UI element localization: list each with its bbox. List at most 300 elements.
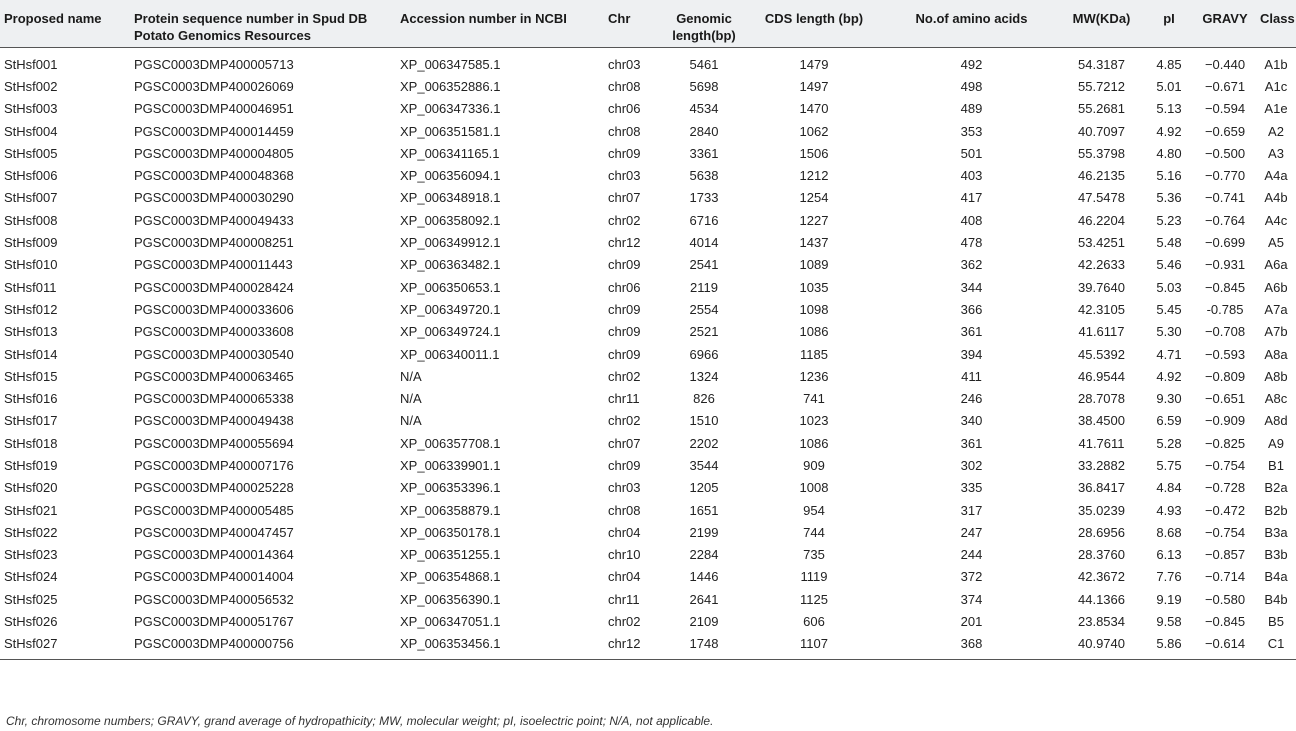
cell-chr: chr12 xyxy=(604,633,664,659)
cell-amino-acids: 489 xyxy=(960,101,983,117)
table-row xyxy=(0,76,1296,98)
cell-cds-length: 1506 xyxy=(799,145,829,161)
cell-class: A7b xyxy=(1264,324,1288,340)
header-gravy: GRAVY xyxy=(1202,11,1248,26)
cell-class: A1c xyxy=(1264,78,1288,94)
cell-accession: XP_006350653.1 xyxy=(400,279,501,295)
cell-proposed-name: StHsf001 xyxy=(4,56,58,72)
cell-genomic-length: 5698 xyxy=(689,78,719,94)
cell-amino-acids: 361 xyxy=(960,324,983,340)
cell-class: A8c xyxy=(1264,391,1288,407)
cell-proposed-name: StHsf020 xyxy=(4,480,58,496)
cell-amino-acids: 498 xyxy=(960,78,983,94)
cell-class: B3a xyxy=(1264,524,1288,540)
cell-cds-length: 1479 xyxy=(799,56,829,72)
cell-gravy: −0.708 xyxy=(1204,324,1246,340)
cell-chr: chr03 xyxy=(608,56,641,72)
cell-mw: 46.2204 xyxy=(1078,212,1125,228)
cell-protein-sequence: PGSC0003DMP400011443 xyxy=(134,257,293,273)
cell-cds-length: 1254 xyxy=(799,190,829,206)
header-genomic-length: Genomic length(bp) xyxy=(672,11,736,43)
cell-protein-sequence: PGSC0003DMP400049433 xyxy=(134,212,294,228)
cell-chr: chr02 xyxy=(608,368,641,384)
cell-mw: 46.2135 xyxy=(1078,168,1125,184)
cell-genomic-length: 6966 xyxy=(689,346,719,362)
cell-proposed-name: StHsf021 xyxy=(4,502,58,518)
cell-pi: 5.48 xyxy=(1156,235,1182,251)
cell-chr: chr04 xyxy=(608,569,641,585)
cell-proposed-name: StHsf008 xyxy=(4,212,58,228)
cell-protein-sequence: PGSC0003DMP400047457 xyxy=(134,524,294,540)
cell-gravy: −0.909 xyxy=(1204,413,1246,429)
cell-proposed-name: StHsf024 xyxy=(4,569,58,585)
cell-amino-acids: 247 xyxy=(960,524,983,540)
cell-gravy: −0.500 xyxy=(1204,145,1246,161)
cell-chr: chr06 xyxy=(608,279,641,295)
cell-amino-acids: 417 xyxy=(960,190,983,206)
cell-protein-sequence: PGSC0003DMP400049438 xyxy=(134,413,294,429)
cell-amino-acids: 246 xyxy=(960,391,983,407)
cell-proposed-name: StHsf015 xyxy=(4,368,58,384)
cell-class: B3b xyxy=(1264,547,1288,563)
cell-class: A4a xyxy=(1264,168,1288,184)
table-row xyxy=(0,566,1296,588)
cell-amino-acids: 374 xyxy=(960,591,983,607)
cell-genomic-length: 1446 xyxy=(689,569,719,585)
cell-proposed-name: StHsf014 xyxy=(4,346,58,362)
cell-proposed-name: StHsf022 xyxy=(4,524,58,540)
cell-genomic-length: 1205 xyxy=(689,480,719,496)
cell-cds-length: 1098 xyxy=(799,301,829,317)
cell-cds-length: 1125 xyxy=(800,591,828,607)
cell-cds-length: 1212 xyxy=(799,168,829,184)
cell-genomic-length: 2521 xyxy=(689,324,719,340)
cell-accession: XP_006348918.1 xyxy=(400,190,501,206)
cell-genomic-length: 3544 xyxy=(689,457,719,473)
cell-cds-length: 1086 xyxy=(799,324,829,340)
cell-class: A8d xyxy=(1264,413,1288,429)
cell-pi: 5.23 xyxy=(1156,212,1182,228)
cell-gravy: −0.857 xyxy=(1204,547,1246,563)
cell-genomic-length: 1748 xyxy=(664,633,744,659)
cell-class: B1 xyxy=(1268,457,1284,473)
table-row xyxy=(0,343,1296,365)
cell-class: B4b xyxy=(1264,591,1288,607)
table-row xyxy=(0,232,1296,254)
cell-genomic-length: 2541 xyxy=(689,257,719,273)
cell-accession: XP_006358879.1 xyxy=(400,502,501,518)
table-row xyxy=(0,120,1296,142)
cell-protein-sequence: PGSC0003DMP400030290 xyxy=(134,190,294,206)
cell-cds-length: 1470 xyxy=(799,101,829,117)
cell-proposed-name: StHsf005 xyxy=(4,145,58,161)
cell-proposed-name: StHsf027 xyxy=(0,633,130,659)
cell-chr: chr09 xyxy=(608,301,641,317)
cell-class: A5 xyxy=(1268,235,1284,251)
cell-amino-acids: 244 xyxy=(960,547,983,563)
cell-cds-length: 1086 xyxy=(799,435,829,451)
cell-chr: chr11 xyxy=(608,591,640,607)
cell-mw: 35.0239 xyxy=(1078,502,1125,518)
cell-mw: 28.6956 xyxy=(1078,524,1125,540)
cell-proposed-name: StHsf018 xyxy=(4,435,58,451)
table-row xyxy=(0,388,1296,410)
cell-chr: chr04 xyxy=(608,524,641,540)
cell-protein-sequence: PGSC0003DMP400030540 xyxy=(134,346,294,362)
table-row xyxy=(0,254,1296,276)
cell-mw: 54.3187 xyxy=(1078,56,1125,72)
cell-proposed-name: StHsf010 xyxy=(4,257,58,273)
table-row xyxy=(0,366,1296,388)
cell-protein-sequence: PGSC0003DMP400056532 xyxy=(134,591,294,607)
cell-genomic-length: 5461 xyxy=(689,56,719,72)
cell-protein-sequence: PGSC0003DMP400051767 xyxy=(134,614,294,630)
table-row xyxy=(0,98,1296,120)
cell-class: A2 xyxy=(1268,123,1284,139)
header-pi: pI xyxy=(1163,11,1175,26)
cell-mw: 39.7640 xyxy=(1078,279,1125,295)
header-class: Class xyxy=(1260,11,1295,26)
cell-cds-length: 1008 xyxy=(799,480,829,496)
cell-gravy: −0.593 xyxy=(1204,346,1246,362)
cell-class: C1 xyxy=(1256,633,1296,659)
cell-cds-length: 909 xyxy=(803,457,825,473)
cell-proposed-name: StHsf026 xyxy=(4,614,58,630)
cell-gravy: −0.699 xyxy=(1204,235,1246,251)
cell-mw: 36.8417 xyxy=(1078,480,1125,496)
cell-chr: chr02 xyxy=(608,413,641,429)
cell-gravy: −0.594 xyxy=(1204,101,1246,117)
cell-accession: XP_006352886.1 xyxy=(400,78,501,94)
cell-class: A1e xyxy=(1264,101,1288,117)
table-footnote: Chr, chromosome numbers; GRAVY, grand average of hydropathicity; MW, molecular weight; pI, isoelectric point; N/A, not applicable. xyxy=(6,714,714,728)
cell-genomic-length: 1324 xyxy=(689,368,719,384)
cell-proposed-name: StHsf009 xyxy=(4,235,58,251)
cell-accession: XP_006339901.1 xyxy=(400,457,501,473)
cell-gravy: −0.754 xyxy=(1204,457,1246,473)
cell-pi: 9.58 xyxy=(1156,614,1182,630)
table-row xyxy=(0,477,1296,499)
cell-genomic-length: 3361 xyxy=(689,145,719,161)
cell-cds-length: 1185 xyxy=(800,346,828,362)
cell-gravy: −0.472 xyxy=(1204,502,1246,518)
cell-chr: chr08 xyxy=(608,502,641,518)
cell-accession: XP_006349724.1 xyxy=(400,324,501,340)
cell-proposed-name: StHsf002 xyxy=(4,78,58,94)
cell-pi: 5.45 xyxy=(1156,301,1182,317)
cell-amino-acids: 478 xyxy=(960,235,983,251)
cell-accession: N/A xyxy=(400,413,422,429)
cell-pi: 9.19 xyxy=(1156,591,1182,607)
cell-gravy: −0.659 xyxy=(1204,123,1246,139)
cell-chr: chr09 xyxy=(608,346,641,362)
header-mw: MW(KDa) xyxy=(1072,11,1131,26)
cell-cds-length: 1089 xyxy=(799,257,829,273)
cell-amino-acids: 366 xyxy=(960,301,983,317)
cell-proposed-name: StHsf004 xyxy=(4,123,58,139)
cell-amino-acids: 372 xyxy=(960,569,983,585)
cell-amino-acids: 302 xyxy=(960,457,983,473)
cell-pi: 5.75 xyxy=(1156,457,1182,473)
header-proposed-name: Proposed name xyxy=(4,11,102,26)
cell-accession: XP_006350178.1 xyxy=(400,524,501,540)
cell-gravy: −0.614 xyxy=(1194,633,1256,659)
cell-genomic-length: 1510 xyxy=(689,413,719,429)
cell-chr: chr09 xyxy=(608,457,641,473)
cell-protein-sequence: PGSC0003DMP400000756 xyxy=(130,633,396,659)
cell-gravy: −0.809 xyxy=(1204,368,1246,384)
cell-gravy: −0.845 xyxy=(1204,279,1246,295)
cell-chr: chr08 xyxy=(608,123,641,139)
cell-class: A9 xyxy=(1268,435,1284,451)
cell-cds-length: 1497 xyxy=(799,78,829,94)
cell-accession: XP_006363482.1 xyxy=(400,257,501,273)
cell-pi: 7.76 xyxy=(1156,569,1182,585)
cell-proposed-name: StHsf003 xyxy=(4,101,58,117)
cell-gravy: −0.770 xyxy=(1204,168,1246,184)
cell-accession: XP_006340011.1 xyxy=(400,346,500,362)
cell-amino-acids: 340 xyxy=(960,413,983,429)
cell-chr: chr03 xyxy=(608,168,641,184)
cell-mw: 40.9740 xyxy=(1059,633,1144,659)
cell-chr: chr09 xyxy=(608,257,641,273)
table-row xyxy=(0,611,1296,633)
cell-mw: 53.4251 xyxy=(1078,235,1125,251)
cell-mw: 33.2882 xyxy=(1078,457,1125,473)
cell-protein-sequence: PGSC0003DMP400033606 xyxy=(134,301,294,317)
header-protein-sequence: Protein sequence number in Spud DB Potato Genomics Resources xyxy=(134,11,368,43)
cell-pi: 4.92 xyxy=(1156,123,1182,139)
cell-genomic-length: 2109 xyxy=(689,614,719,630)
cell-gravy: −0.728 xyxy=(1204,480,1246,496)
cell-chr: chr09 xyxy=(608,324,641,340)
table-row xyxy=(0,47,1296,76)
cell-protein-sequence: PGSC0003DMP400008251 xyxy=(134,235,294,251)
cell-protein-sequence: PGSC0003DMP400055694 xyxy=(134,435,294,451)
cell-class: A7a xyxy=(1264,301,1288,317)
cell-cds-length: 606 xyxy=(803,614,825,630)
cell-gravy: −0.651 xyxy=(1204,391,1246,407)
cell-chr: chr09 xyxy=(608,145,641,161)
cell-protein-sequence: PGSC0003DMP400065338 xyxy=(134,391,294,407)
cell-pi: 5.16 xyxy=(1156,168,1182,184)
cell-pi: 5.36 xyxy=(1156,190,1182,206)
cell-pi: 4.92 xyxy=(1156,368,1182,384)
cell-cds-length: 735 xyxy=(803,547,825,563)
cell-pi: 6.13 xyxy=(1156,547,1182,563)
cell-amino-acids: 501 xyxy=(960,145,983,161)
cell-mw: 41.6117 xyxy=(1078,324,1125,340)
cell-accession: XP_006341165.1 xyxy=(400,145,500,161)
cell-class: A4c xyxy=(1264,212,1288,228)
cell-protein-sequence: PGSC0003DMP400026069 xyxy=(134,78,294,94)
cell-amino-acids: 394 xyxy=(960,346,983,362)
table-row xyxy=(0,589,1296,611)
cell-mw: 55.7212 xyxy=(1078,78,1125,94)
cell-mw: 42.3105 xyxy=(1078,301,1125,317)
cell-mw: 28.7078 xyxy=(1078,391,1125,407)
cell-genomic-length: 2284 xyxy=(689,547,719,563)
cell-accession: XP_006347051.1 xyxy=(400,614,501,630)
table-row xyxy=(0,165,1296,187)
cell-accession: N/A xyxy=(400,391,422,407)
cell-pi: 5.28 xyxy=(1156,435,1182,451)
cell-class: B2a xyxy=(1264,480,1288,496)
cell-proposed-name: StHsf013 xyxy=(4,324,58,340)
cell-amino-acids: 353 xyxy=(960,123,983,139)
cell-protein-sequence: PGSC0003DMP400007176 xyxy=(134,457,294,473)
cell-protein-sequence: PGSC0003DMP400014364 xyxy=(134,547,294,563)
cell-gravy: −0.764 xyxy=(1204,212,1246,228)
cell-genomic-length: 4534 xyxy=(689,101,719,117)
header-cds-length: CDS length (bp) xyxy=(764,11,864,26)
cell-accession: XP_006349720.1 xyxy=(400,301,501,317)
cell-accession: XP_006353396.1 xyxy=(400,480,501,496)
cell-gravy: −0.845 xyxy=(1204,614,1246,630)
header-accession: Accession number in NCBI xyxy=(400,11,567,26)
table-row xyxy=(0,276,1296,298)
cell-protein-sequence: PGSC0003DMP400005485 xyxy=(134,502,294,518)
cell-class: B2b xyxy=(1264,502,1288,518)
cell-mw: 41.7611 xyxy=(1078,435,1125,451)
cell-pi: 4.93 xyxy=(1156,502,1182,518)
cell-mw: 55.3798 xyxy=(1078,145,1125,161)
cell-genomic-length: 2554 xyxy=(689,301,719,317)
table-row xyxy=(0,210,1296,232)
table-row xyxy=(0,633,1296,659)
cell-proposed-name: StHsf016 xyxy=(4,391,58,407)
cell-gravy: -0.785 xyxy=(1206,301,1244,317)
cell-proposed-name: StHsf007 xyxy=(4,190,58,206)
cell-gravy: −0.741 xyxy=(1204,190,1246,206)
cell-accession: N/A xyxy=(400,368,422,384)
cell-mw: 42.2633 xyxy=(1078,257,1125,273)
cell-cds-length: 741 xyxy=(803,391,825,407)
cell-chr: chr08 xyxy=(608,78,641,94)
cell-accession: XP_006358092.1 xyxy=(400,212,501,228)
cell-class: B4a xyxy=(1264,569,1288,585)
table-row xyxy=(0,455,1296,477)
cell-protein-sequence: PGSC0003DMP400005713 xyxy=(134,56,294,72)
cell-amino-acids: 344 xyxy=(960,279,983,295)
cell-protein-sequence: PGSC0003DMP400028424 xyxy=(134,279,294,295)
cell-class: B5 xyxy=(1268,614,1284,630)
cell-accession: XP_006353456.1 xyxy=(396,633,604,659)
cell-protein-sequence: PGSC0003DMP400004805 xyxy=(134,145,294,161)
cell-proposed-name: StHsf011 xyxy=(4,279,57,295)
cell-accession: XP_006351255.1 xyxy=(400,547,501,563)
cell-pi: 4.84 xyxy=(1156,480,1182,496)
cell-genomic-length: 826 xyxy=(693,391,715,407)
cell-accession: XP_006349912.1 xyxy=(400,235,501,251)
cell-accession: XP_006351581.1 xyxy=(400,123,501,139)
cell-amino-acids: 411 xyxy=(961,368,982,384)
cell-class: A6a xyxy=(1264,257,1288,273)
cell-protein-sequence: PGSC0003DMP400025228 xyxy=(134,480,294,496)
cell-accession: XP_006347585.1 xyxy=(400,56,501,72)
cell-chr: chr07 xyxy=(608,190,641,206)
cell-pi: 4.85 xyxy=(1156,56,1182,72)
cell-pi: 9.30 xyxy=(1156,391,1182,407)
cell-accession: XP_006347336.1 xyxy=(400,101,501,117)
cell-gravy: −0.931 xyxy=(1204,257,1246,273)
cell-proposed-name: StHsf025 xyxy=(4,591,58,607)
cell-amino-acids: 317 xyxy=(960,502,983,518)
cell-proposed-name: StHsf012 xyxy=(4,301,58,317)
cell-mw: 44.1366 xyxy=(1078,591,1125,607)
cell-amino-acids: 335 xyxy=(960,480,983,496)
cell-cds-length: 1227 xyxy=(799,212,829,228)
cell-pi: 6.59 xyxy=(1156,413,1182,429)
cell-pi: 8.68 xyxy=(1156,524,1182,540)
cell-cds-length: 1062 xyxy=(799,123,829,139)
cell-class: A4b xyxy=(1264,190,1288,206)
cell-mw: 46.9544 xyxy=(1078,368,1125,384)
cell-chr: chr10 xyxy=(608,547,641,563)
cell-cds-length: 1107 xyxy=(744,633,884,659)
cell-mw: 45.5392 xyxy=(1078,346,1125,362)
cell-mw: 42.3672 xyxy=(1078,569,1125,585)
cell-pi: 5.30 xyxy=(1156,324,1182,340)
cell-genomic-length: 2119 xyxy=(690,279,718,295)
header-chr: Chr xyxy=(608,11,631,26)
cell-gravy: −0.825 xyxy=(1204,435,1246,451)
cell-pi: 5.46 xyxy=(1156,257,1182,273)
cell-pi: 5.01 xyxy=(1156,78,1182,94)
cell-cds-length: 1119 xyxy=(800,569,828,585)
cell-chr: chr12 xyxy=(608,235,641,251)
table-body xyxy=(0,47,1296,659)
cell-genomic-length: 2199 xyxy=(689,524,719,540)
cell-proposed-name: StHsf017 xyxy=(4,413,58,429)
cell-class: A8b xyxy=(1264,368,1288,384)
cell-proposed-name: StHsf023 xyxy=(4,547,58,563)
cell-amino-acids: 403 xyxy=(960,168,983,184)
cell-chr: chr02 xyxy=(608,212,641,228)
table-row xyxy=(0,522,1296,544)
cell-gravy: −0.440 xyxy=(1204,56,1246,72)
cell-cds-length: 744 xyxy=(803,524,825,540)
cell-protein-sequence: PGSC0003DMP400046951 xyxy=(134,101,294,117)
cell-chr: chr07 xyxy=(608,435,641,451)
cell-cds-length: 1236 xyxy=(799,368,829,384)
cell-pi: 4.80 xyxy=(1156,145,1182,161)
cell-genomic-length: 1733 xyxy=(689,190,719,206)
table-row xyxy=(0,143,1296,165)
cell-genomic-length: 2840 xyxy=(689,123,719,139)
cell-genomic-length: 2202 xyxy=(689,435,719,451)
cell-amino-acids: 201 xyxy=(960,614,983,630)
cell-cds-length: 1035 xyxy=(799,279,829,295)
cell-chr: chr11 xyxy=(608,391,640,407)
cell-cds-length: 954 xyxy=(803,502,825,518)
cell-accession: XP_006357708.1 xyxy=(400,435,501,451)
table-row xyxy=(0,499,1296,521)
cell-cds-length: 1437 xyxy=(799,235,829,251)
cell-accession: XP_006356094.1 xyxy=(400,168,501,184)
cell-class: A1b xyxy=(1264,56,1288,72)
cell-protein-sequence: PGSC0003DMP400063465 xyxy=(134,368,294,384)
cell-genomic-length: 5638 xyxy=(689,168,719,184)
cell-genomic-length: 2641 xyxy=(689,591,719,607)
cell-accession: XP_006356390.1 xyxy=(400,591,501,607)
cell-gravy: −0.671 xyxy=(1204,78,1246,94)
cell-gravy: −0.580 xyxy=(1204,591,1246,607)
cell-amino-acids: 362 xyxy=(960,257,983,273)
cell-class: A8a xyxy=(1264,346,1288,362)
table-row xyxy=(0,299,1296,321)
cell-protein-sequence: PGSC0003DMP400033608 xyxy=(134,324,294,340)
